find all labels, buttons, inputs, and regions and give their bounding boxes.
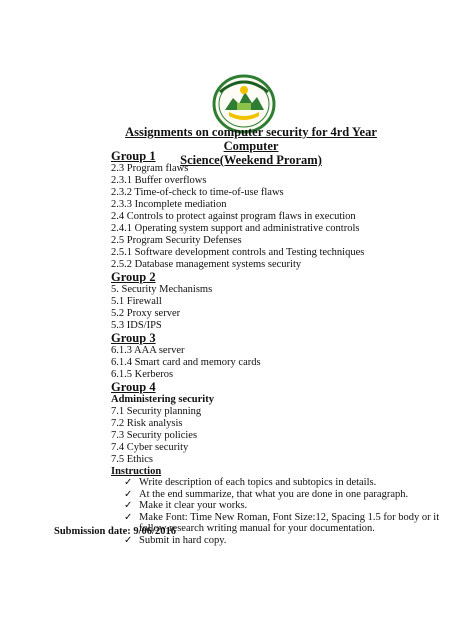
- assignment-content: [111, 150, 441, 546]
- title-line-2: Science(Weekend Proram): [180, 153, 322, 167]
- instruction-heading: Instruction: [111, 466, 162, 477]
- group-4-section: [111, 381, 441, 466]
- checkmark-icon: ✓: [124, 534, 133, 546]
- group-1-item: 2.5.2 Database management systems security: [111, 259, 302, 270]
- group-4-subheading: Administering security: [111, 394, 214, 405]
- group-4-heading: Group 4: [111, 380, 156, 394]
- group-2-item: 5.2 Proxy server: [111, 308, 181, 319]
- group-3-heading: Group 3: [111, 331, 156, 345]
- group-1-item: 2.4.1 Operating system support and administrative controls: [111, 223, 360, 234]
- group-2-item: 5.3 IDS/IPS: [111, 320, 162, 331]
- group-1-item: 2.3.3 Incomplete mediation: [111, 199, 227, 210]
- group-1-heading: Group 1: [111, 149, 156, 163]
- group-3-section: [111, 332, 441, 381]
- instruction-text: Write description of each topics and subtopics in details.: [139, 477, 377, 488]
- group-1-item: 2.5 Program Security Defenses: [111, 235, 242, 246]
- group-2-item: 5.1 Firewall: [111, 296, 162, 307]
- group-1-section: [111, 150, 441, 271]
- group-2-item: 5. Security Mechanisms: [111, 284, 213, 295]
- title-line-1: Assignments on computer security for 4rd Year Computer: [125, 125, 377, 153]
- group-1-item: 2.3.2 Time-of-check to time-of-use flaws: [111, 187, 284, 198]
- checkmark-icon: ✓: [124, 488, 133, 500]
- instruction-item: [111, 500, 441, 512]
- group-4-item: 7.3 Security policies: [111, 430, 198, 441]
- group-2-section: [111, 271, 441, 332]
- submission-date: Submission date: 9/06/2016: [54, 526, 176, 537]
- group-2-heading: Group 2: [111, 270, 156, 284]
- checkmark-icon: ✓: [124, 477, 133, 488]
- group-1-item: 2.4 Controls to protect against program flaws in execution: [111, 211, 356, 222]
- group-1-item: 2.3.1 Buffer overflows: [111, 175, 207, 186]
- group-1-item: 2.3 Program flaws: [111, 163, 189, 174]
- instruction-text: Make Font: Time New Roman, Font Size:12, Spacing 1.5 for body or it follow research writing manual for your documentation.: [139, 511, 440, 534]
- checkmark-icon: ✓: [124, 511, 133, 523]
- group-4-item: 7.4 Cyber security: [111, 442, 189, 453]
- group-3-item: 6.1.4 Smart card and memory cards: [111, 357, 261, 368]
- group-4-item: 7.1 Security planning: [111, 406, 202, 417]
- instruction-item: [111, 489, 441, 501]
- group-3-item: 6.1.5 Kerberos: [111, 369, 174, 380]
- group-1-item: 2.5.1 Software development controls and Testing techniques: [111, 247, 365, 258]
- checkmark-icon: ✓: [124, 500, 133, 511]
- group-3-item: 6.1.3 AAA server: [111, 345, 185, 356]
- instruction-text: At the end summarize, that what you are done in one paragraph.: [139, 488, 409, 500]
- group-4-item: 7.5 Ethics: [111, 454, 153, 465]
- group-4-item: 7.2 Risk analysis: [111, 418, 183, 429]
- instruction-text: Submit in hard copy.: [139, 534, 227, 546]
- instruction-item: [111, 477, 441, 489]
- instruction-text: Make it clear your works.: [139, 500, 248, 511]
